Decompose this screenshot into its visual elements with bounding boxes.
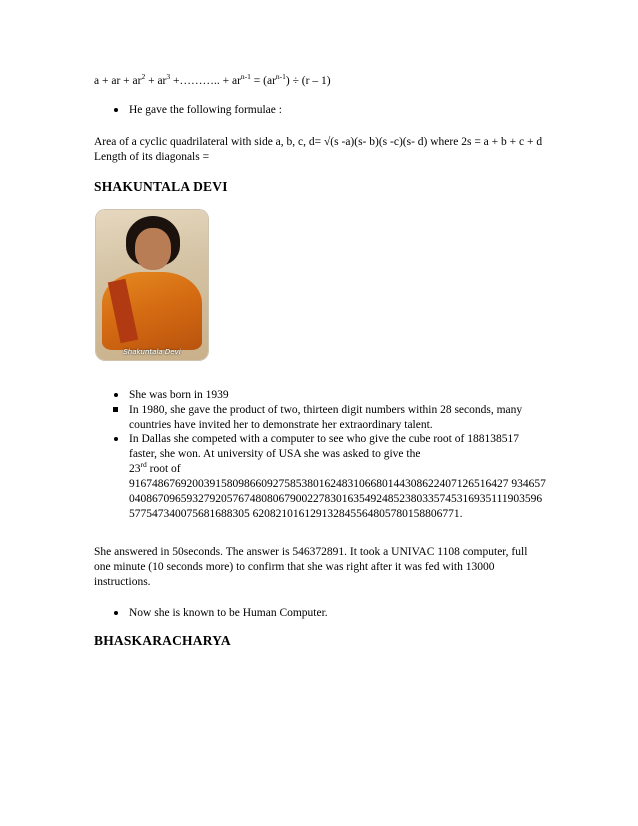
- list-item-human-computer: Now she is known to be Human Computer.: [94, 606, 581, 621]
- bullet-icon: [113, 407, 118, 412]
- root-line: 23rd root of: [129, 460, 181, 475]
- bullet-icon: [114, 108, 118, 112]
- cyclic-quadrilateral-text: Area of a cyclic quadrilateral with side a, b, c, d= √(s -a)(s- b)(s -c)(s- d) where 2s = a + b + c + d Length of its diagonals =: [94, 136, 543, 163]
- list-item: In Dallas she competed with a computer to see who give the cube root of 188138517 faster, she won. At university of USA she was asked to give the 23rd root of 916748676920039158098660927585380162483106680144308622407126516427 934657040867096593279205767480806790022783016354924852380335745316935111903596577547340075681688305 620821016129132845564805780158806771.: [94, 432, 581, 522]
- geometric-series-formula: a + ar + $ar^2 + ar^3$ +……….. + $ar^{n-1} = (ar^{n-1}) \div (r - 1)$: [94, 72, 331, 87]
- bullet-icon: [114, 393, 118, 397]
- section-heading-bhaskaracharya: BHASKARACHARYA: [94, 633, 231, 648]
- photo-caption: Shakuntala Devi: [123, 348, 181, 356]
- long-number: 916748676920039158098660927585380162483106680144308622407126516427 934657040867096593279205767480806790022783016354924852380335745316935111903596577547340075681688305 620821016129132845564805780158806771.: [129, 478, 546, 520]
- portrait-photo: [96, 210, 208, 360]
- list-item-formulae: He gave the following formulae :: [94, 103, 581, 118]
- answer-paragraph: She answered in 50seconds. The answer is 546372891. It took a UNIVAC 1108 computer, full one minute (10 seconds more) to confirm that she was right after it was fed with 13000 instructions.: [94, 546, 528, 588]
- bullet-icon: [114, 611, 118, 615]
- section-heading-shakuntala: SHAKUNTALA DEVI: [94, 179, 228, 194]
- list-item: She was born in 1939: [94, 388, 581, 403]
- list-item: In 1980, she gave the product of two, thirteen digit numbers within 28 seconds, many countries have invited her to demonstrate her extraordinary talent.: [94, 403, 546, 433]
- bullet-icon: [114, 437, 118, 441]
